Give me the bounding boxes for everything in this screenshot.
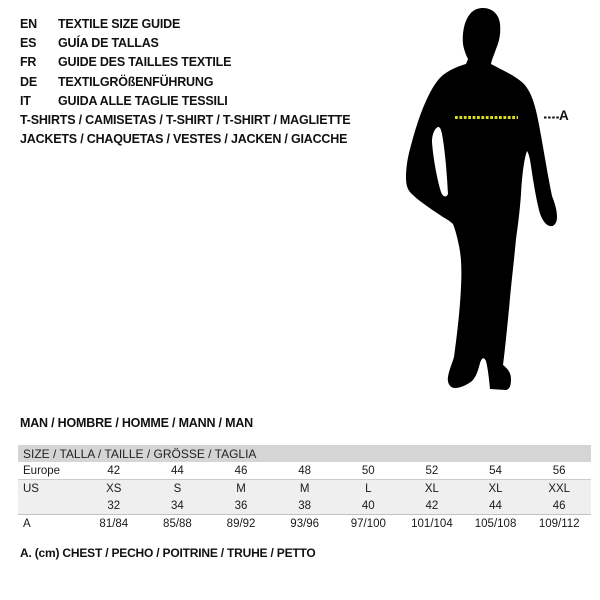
language-code: DE	[20, 74, 37, 89]
language-label: GUIDE DES TAILLES TEXTILE	[58, 55, 232, 70]
table-cell: 101/104	[400, 515, 464, 533]
table-cell: XL	[400, 480, 464, 498]
table-cell: 50	[337, 462, 401, 480]
table-cell: 42	[400, 497, 464, 515]
table-row-chest-a	[18, 515, 591, 533]
table-cell: 32	[82, 497, 146, 515]
table-cell: 56	[527, 462, 591, 480]
language-row	[20, 53, 231, 72]
category-line-tshirts: T-SHIRTS / CAMISETAS / T-SHIRT / T-SHIRT / MAGLIETTE	[20, 113, 351, 127]
table-row-label: US	[18, 480, 82, 498]
language-row	[20, 14, 231, 33]
language-code: IT	[20, 94, 31, 109]
language-code: FR	[20, 55, 37, 70]
table-cell: S	[146, 480, 210, 498]
measurement-figure	[402, 8, 566, 392]
category-lines	[20, 111, 350, 148]
language-row	[20, 33, 231, 52]
table-cell: 89/92	[209, 515, 273, 533]
measure-label-a: A	[559, 108, 569, 123]
table-row-us	[18, 480, 591, 498]
table-cell: 46	[209, 462, 273, 480]
language-code: EN	[20, 16, 37, 31]
language-row	[20, 72, 231, 91]
language-label: GUÍA DE TALLAS	[58, 36, 159, 51]
table-cell: 40	[337, 497, 401, 515]
measurement-footnote: A. (cm) CHEST / PECHO / POITRINE / TRUHE / PETTO	[20, 546, 316, 560]
table-cell: 46	[527, 497, 591, 515]
table-cell: 34	[146, 497, 210, 515]
table-cell: 97/100	[337, 515, 401, 533]
table-cell: 85/88	[146, 515, 210, 533]
table-cell: 54	[464, 462, 528, 480]
table-cell: 48	[273, 462, 337, 480]
table-cell: 42	[82, 462, 146, 480]
table-cell: 38	[273, 497, 337, 515]
table-cell: 109/112	[527, 515, 591, 533]
table-cell: 93/96	[273, 515, 337, 533]
table-cell: L	[337, 480, 401, 498]
table-cell: 81/84	[82, 515, 146, 533]
man-silhouette	[402, 8, 566, 392]
table-cell: XS	[82, 480, 146, 498]
man-silhouette-body	[406, 8, 557, 390]
language-label: TEXTILE SIZE GUIDE	[58, 16, 181, 31]
table-cell: 105/108	[464, 515, 528, 533]
table-row-numeric	[18, 497, 591, 515]
language-label: TEXTILGRÖßENFÜHRUNG	[58, 74, 214, 89]
gender-section-label: MAN / HOMBRE / HOMME / MANN / MAN	[20, 416, 253, 430]
language-list	[20, 14, 231, 111]
table-row-label: A	[18, 515, 82, 533]
table-cell: XXL	[527, 480, 591, 498]
size-table-header-row	[18, 445, 591, 462]
table-cell: XL	[464, 480, 528, 498]
table-cell: 36	[209, 497, 273, 515]
table-cell: M	[273, 480, 337, 498]
language-code: ES	[20, 36, 37, 51]
size-table-header: SIZE / TALLA / TAILLE / GRÖSSE / TAGLIA	[18, 445, 591, 462]
language-row	[20, 92, 231, 111]
category-line-jackets: JACKETS / CHAQUETAS / VESTES / JACKEN / GIACCHE	[20, 131, 348, 146]
size-table	[18, 445, 591, 532]
language-label: GUIDA ALLE TAGLIE TESSILI	[58, 94, 228, 109]
table-cell: M	[209, 480, 273, 498]
table-row-europe	[18, 462, 591, 480]
table-cell: 44	[146, 462, 210, 480]
table-cell: 52	[400, 462, 464, 480]
table-cell: 44	[464, 497, 528, 515]
table-row-label: Europe	[18, 462, 82, 480]
table-row-label	[18, 497, 82, 515]
